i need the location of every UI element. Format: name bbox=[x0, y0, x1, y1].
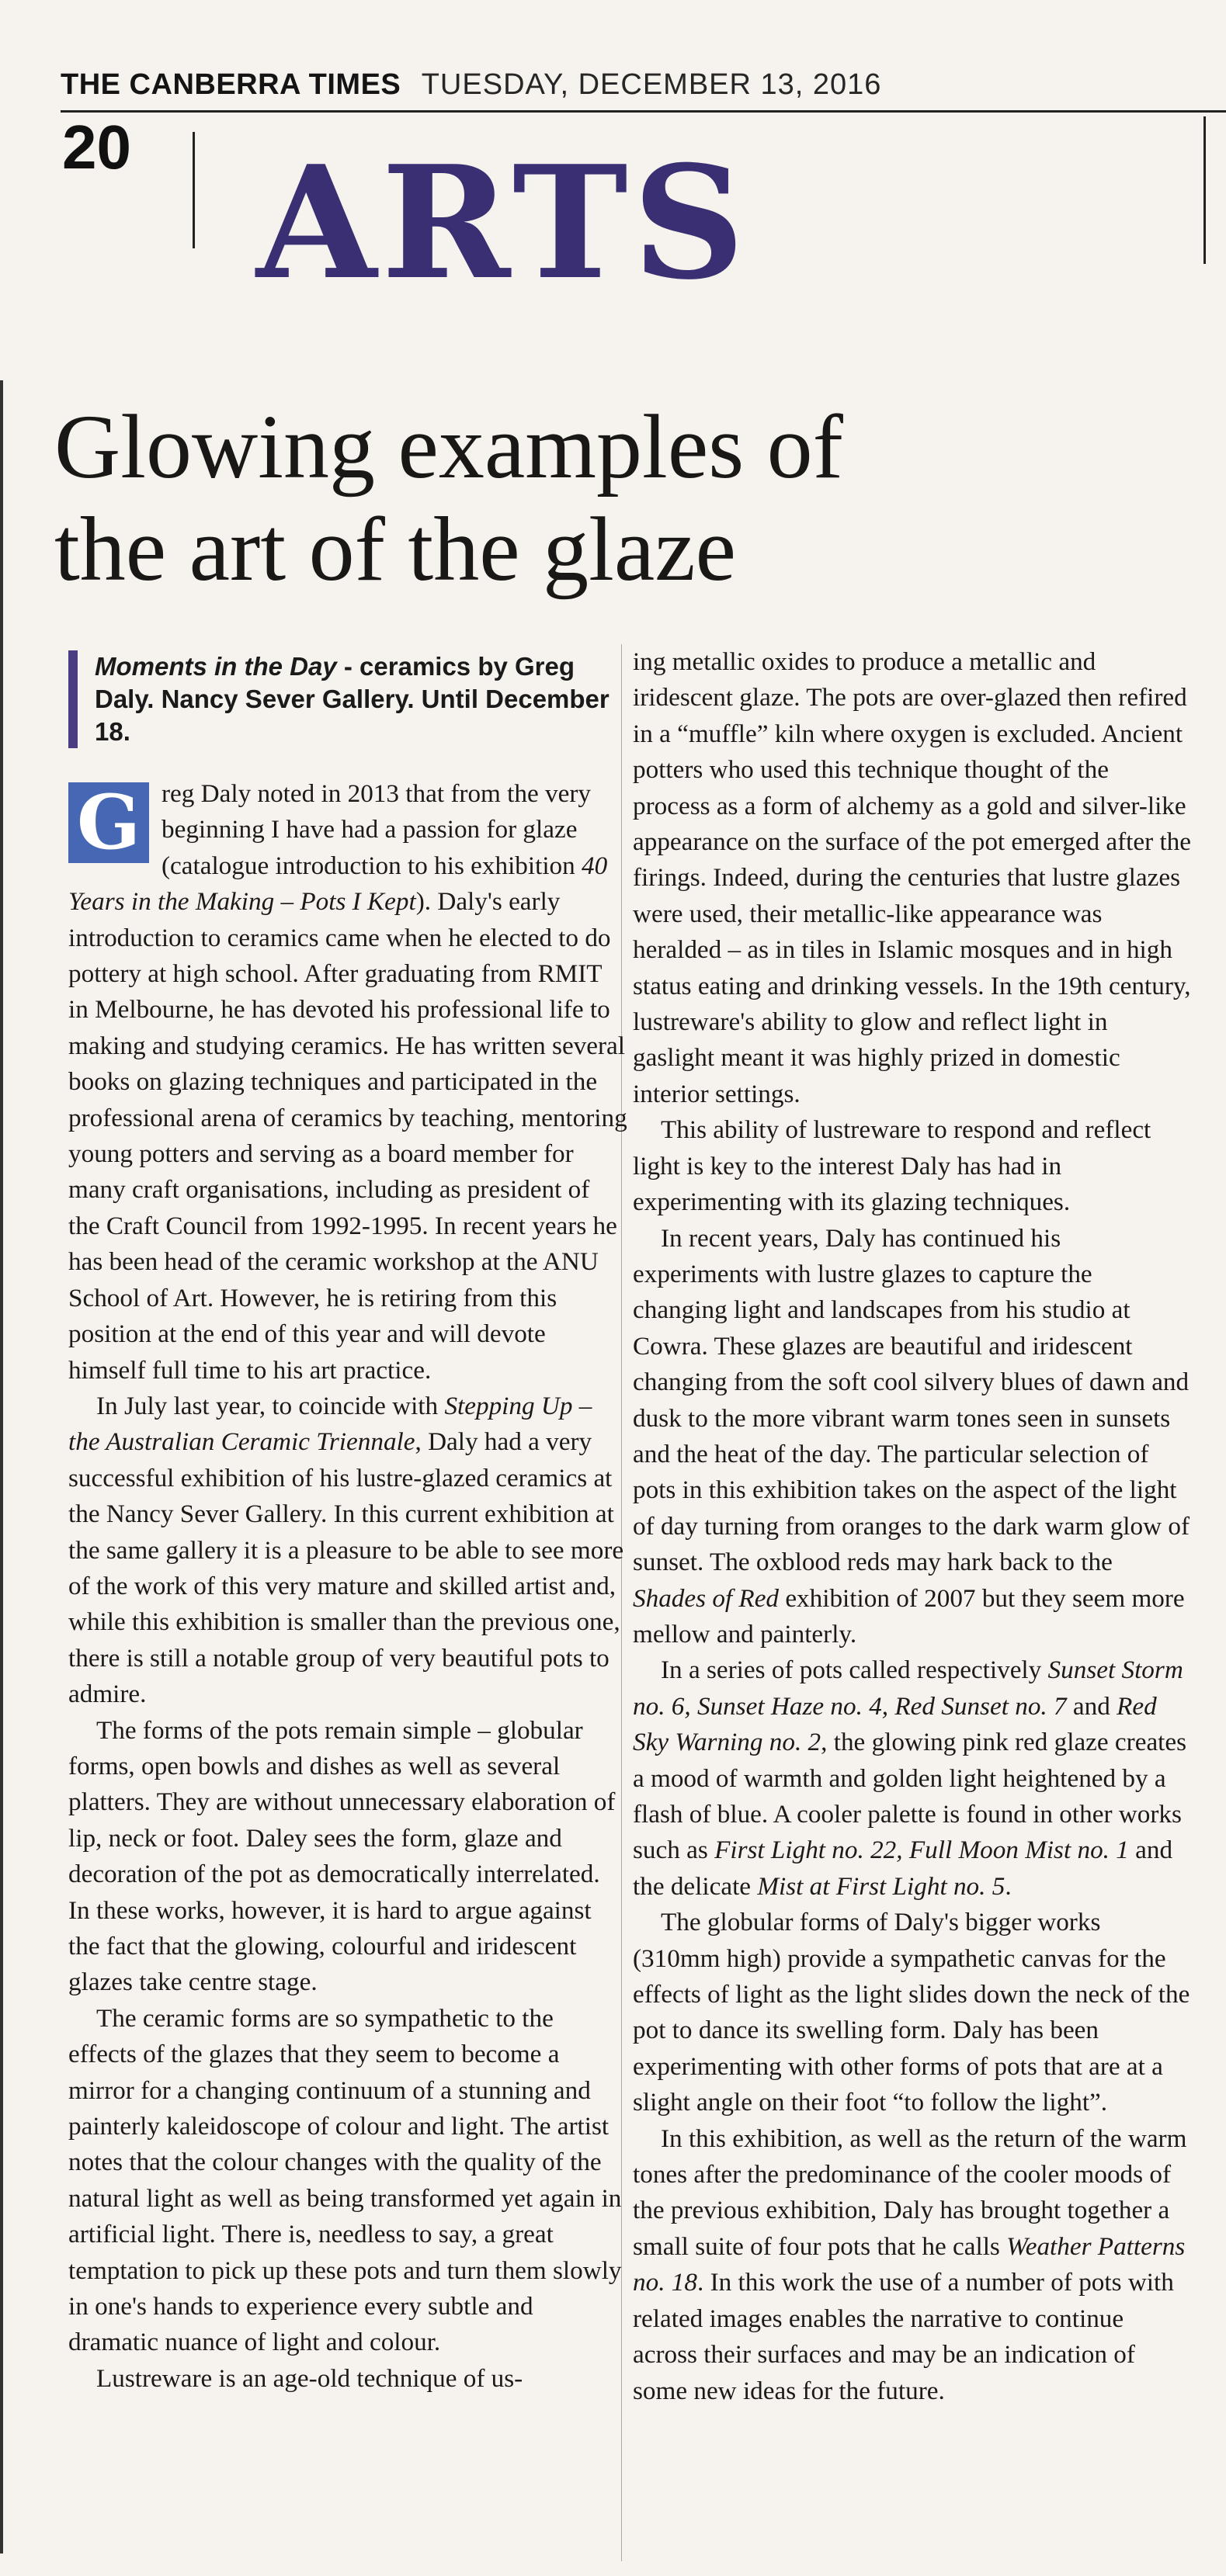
paragraph-3: The forms of the pots remain simple – globular forms, open bowls and dishes as well as several platters. They are without unnecessary elaboration of lip, neck or foot. Daley sees the form, glaze and decoration of the pot as democratically interrelated. In these works, however, it is hard to argue against the fact that the glowing, colourful and iridescent glazes take centre stage. bbox=[68, 1715, 616, 1997]
p9-italic-4: Mist at First Light no. 5 bbox=[757, 1871, 1005, 1901]
newspaper-name: THE CANBERRA TIMES bbox=[61, 68, 401, 101]
paragraph-6: ing metallic oxides to produce a metallic and iridescent glaze. The pots are over-glazed then refired in a “muffle” kiln where oxygen is excluded. Ancient potters who used this technique thought of the process as a form of alchemy as a gold and silver-like appearance on the surface of the pot emerged after the firings. Indeed, during the centuries that lustre glazes were used, their metallic-like appearance was heralded – as in tiles in Islamic mosques and in high status eating and drinking vessels. In the 19th century, lustreware's ability to glow and reflect light in gaslight meant it was highly prized in domestic interior settings. bbox=[633, 647, 1191, 1108]
page-edge-rule bbox=[0, 380, 3, 2553]
p2-text-a: In July last year, to coincide with bbox=[96, 1391, 445, 1420]
paragraph-5: Lustreware is an age-old technique of us- bbox=[96, 2363, 523, 2393]
p11-text-b: . In this work the use of a number of pots with related images enables the narrative to continue across their surfaces and may be an indication of some new ideas for the future. bbox=[633, 2268, 1174, 2405]
section-title: ARTS bbox=[256, 132, 750, 314]
drop-cap: G bbox=[68, 782, 149, 863]
p1-text-a: reg Daly noted in 2013 that from the very beginning I have had a passion for glaze (catalogue introduction to his exhibition bbox=[161, 779, 591, 880]
p9-italic-3: First Light no. 22, Full Moon Mist no. 1 bbox=[714, 1836, 1129, 1865]
p9-text-b: and bbox=[1066, 1691, 1117, 1721]
p1-text-b: ). Daly's early introduction to ceramics came when he elected to do pottery at high school. After graduating from RMIT in Melbourne, he has devoted his professional life to making and studying ceramics. He has written several books on glazing techniques and participated in the professional arena of ceramics by teaching, mentoring young potters and serving as a board member for many craft organisations, including as president of the Craft Council from 1992-1995. In recent years he has been head of the ceramic workshop at the ANU School of Art. However, he is retiring from this position at the end of this year and will devote himself full time to his art practice. bbox=[68, 887, 627, 1385]
paragraph-9 bbox=[633, 1652, 1192, 1905]
p2-text-b: , Daly had a very successful exhibition of his lustre-glazed ceramics at the Nancy Sever Gallery. In this current exhibition at the same gallery it is a pleasure to be able to see more of the work of this very mature and skilled artist and, while this exhibition is smaller than the previous one, there is still a notable group of very beautiful pots to admire. bbox=[68, 1427, 624, 1709]
p1-italic-title: 40 Years in the Making – Pots I Kept bbox=[68, 851, 608, 917]
paragraph-4: The ceramic forms are so sympathetic to the effects of the glazes that they seem to become a mirror for a changing continuum of a stunning and painterly kaleidoscope of colour and light. The artist notes that the colour changes with the quality of the natural light as well as being transformed yet again in artificial light. There is, needless to say, a great temptation to pick up these pots and turn them slowly in one's hands to experience every subtle and dramatic nuance of light and colour. bbox=[68, 2003, 622, 2357]
p11-italic-title: Weather Patterns no. 18 bbox=[633, 2231, 1186, 2297]
p2-italic-title: Stepping Up – the Australian Ceramic Triennale bbox=[68, 1391, 592, 1457]
headline-line-1: Glowing examples of bbox=[54, 396, 843, 498]
p9-italic-1: Sunset Storm no. 6, Sunset Haze no. 4, Red Sunset no. 7 bbox=[633, 1656, 1183, 1721]
p9-italic-2: Red Sky Warning no. 2 bbox=[633, 1691, 1157, 1757]
masthead-rule bbox=[61, 110, 1226, 113]
p8-italic-title: Shades of Red bbox=[633, 1583, 780, 1613]
headline bbox=[54, 396, 1064, 601]
paragraph-11 bbox=[633, 2121, 1192, 2409]
exhibition-title: Moments in the Day bbox=[95, 652, 337, 681]
p9-text-d: and the delicate bbox=[633, 1836, 1173, 1901]
section-divider-left bbox=[193, 132, 195, 248]
p11-text-a: In this exhibition, as well as the return of the warm tones after the predominance of the cooler moods of the previous exhibition, Daly has brought together a small suite of four pots that he calls bbox=[633, 2124, 1187, 2261]
p9-text-a: In a series of pots called respectively bbox=[661, 1656, 1048, 1685]
paragraph-7: This ability of lustreware to respond and reflect light is key to the interest Daly has had in experimenting with its glazing techniques. bbox=[633, 1115, 1151, 1217]
page-number: 20 bbox=[62, 113, 131, 182]
paragraph-8 bbox=[633, 1221, 1192, 1653]
issue-date: TUESDAY, DECEMBER 13, 2016 bbox=[421, 68, 882, 101]
article-column-left bbox=[68, 644, 627, 2397]
p8-text-a: In recent years, Daly has continued his experiments with lustre glazes to capture the changing light and landscapes from his studio at Cowra. These glazes are beautiful and iridescent changing from the soft cool silvery blues of dawn and dusk to the more vibrant warm tones seen in sunsets and the heat of the day. The particular selection of pots in this exhibition takes on the aspect of the light of day turning from oranges to the dark warm glow of sunset. The oxblood reds may hark back to the bbox=[633, 1223, 1190, 1577]
headline-line-2: the art of the glaze bbox=[54, 498, 736, 600]
masthead bbox=[61, 68, 1225, 115]
section-divider-right bbox=[1203, 116, 1206, 264]
first-paragraph-wrap bbox=[68, 776, 627, 1389]
paragraph-10: The globular forms of Daly's bigger works (310mm high) provide a sympathetic canvas for the effects of light as the light slides down the neck of the pot to dance its swelling form. Daly has been experimenting with other forms of pots that are at a slight angle on their foot “to follow the light”. bbox=[633, 1908, 1190, 2117]
p9-text-c: , the glowing pink red glaze creates a mood of warmth and golden light heightened by a flash of blue. A cooler palette is found in other works such as bbox=[633, 1728, 1187, 1865]
p8-text-b: exhibition of 2007 but they seem more mellow and painterly. bbox=[633, 1583, 1185, 1649]
paragraph-1 bbox=[68, 776, 627, 1389]
exhibition-credit bbox=[68, 650, 627, 748]
paragraph-2 bbox=[68, 1389, 627, 1713]
article-column-right bbox=[633, 644, 1192, 2409]
exhibition-details: - ceramics by Greg Daly. Nancy Sever Gallery. Until December 18. bbox=[95, 652, 610, 746]
p9-text-e: . bbox=[1005, 1871, 1012, 1901]
